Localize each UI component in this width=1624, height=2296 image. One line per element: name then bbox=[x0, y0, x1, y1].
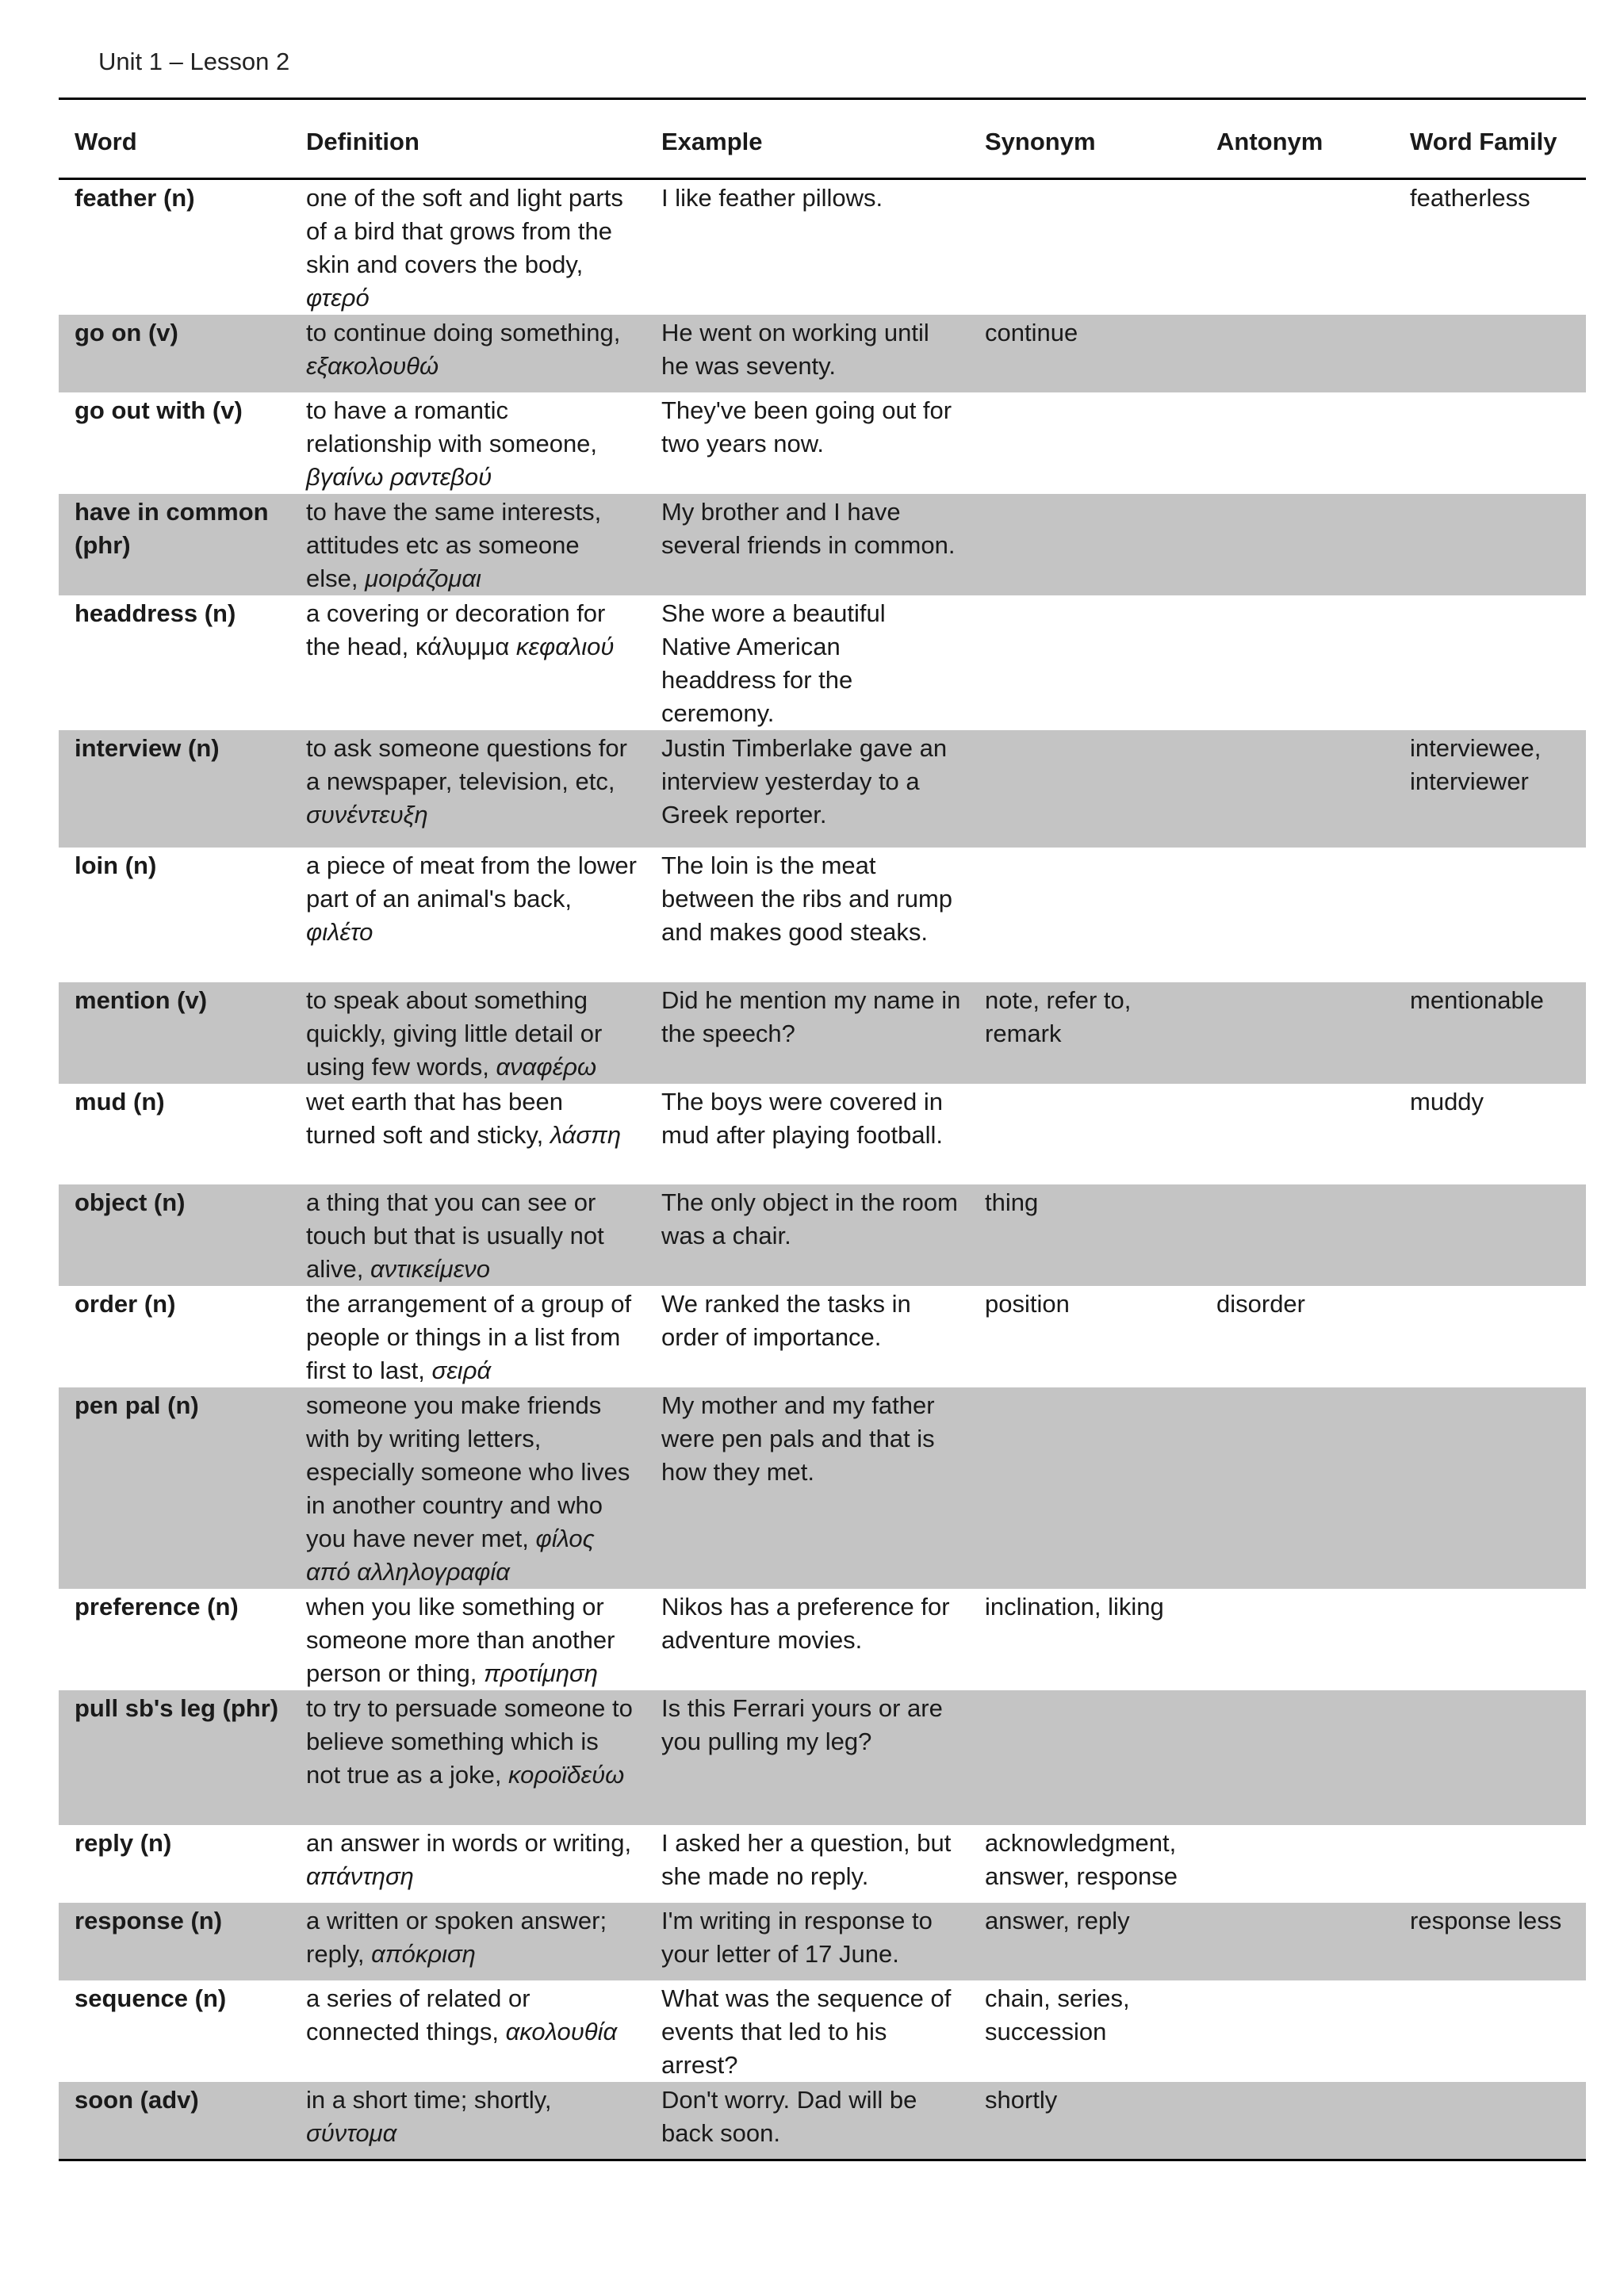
word-cell: response (n) bbox=[59, 1903, 290, 1980]
synonym-cell bbox=[969, 1084, 1201, 1184]
definition-text: a written or spoken answer; reply, bbox=[306, 1907, 607, 1968]
synonym-cell bbox=[969, 1690, 1201, 1825]
table-row bbox=[59, 848, 1586, 982]
word-cell: interview (n) bbox=[59, 730, 290, 848]
definition-text: to have the same interests, attitudes etc as someone else, bbox=[306, 498, 602, 592]
synonym-cell bbox=[969, 179, 1201, 316]
example-cell: Is this Ferrari yours or are you pulling my leg? bbox=[645, 1690, 969, 1825]
word-cell: pen pal (n) bbox=[59, 1387, 290, 1589]
definition-text: a covering or decoration for the head, κάλυμμα bbox=[306, 599, 606, 660]
antonym-cell bbox=[1201, 848, 1394, 982]
greek-translation: ακολουθία bbox=[505, 2018, 618, 2045]
word-family-cell bbox=[1394, 392, 1586, 494]
definition-text: to try to persuade someone to believe something which is not true as a joke, bbox=[306, 1694, 633, 1789]
example-cell: Nikos has a preference for adventure movies. bbox=[661, 1593, 950, 1654]
synonym-cell: continue bbox=[969, 315, 1201, 392]
synonym-cell: note, refer to, remark bbox=[969, 982, 1201, 1084]
column-header-word-family: Word Family bbox=[1394, 99, 1586, 179]
word-family-cell bbox=[1394, 1387, 1586, 1589]
antonym-cell bbox=[1201, 315, 1394, 392]
definition-text: a series of related or connected things, bbox=[306, 1984, 530, 2045]
antonym-cell bbox=[1201, 730, 1394, 848]
definition-text: to have a romantic relationship with someone, bbox=[306, 396, 598, 457]
word-family-cell bbox=[1394, 1184, 1586, 1286]
page-header: Unit 1 – Lesson 2 bbox=[98, 48, 290, 75]
word-family-cell: mentionable bbox=[1394, 982, 1586, 1084]
table-row bbox=[59, 982, 1586, 1084]
definition-cell bbox=[290, 315, 645, 392]
example-cell: The boys were covered in mud after playing football. bbox=[661, 1088, 943, 1149]
word-cell: mud (n) bbox=[75, 1088, 165, 1115]
word-family-cell bbox=[1394, 2082, 1586, 2160]
definition-cell bbox=[290, 1589, 645, 1690]
word-family-cell bbox=[1394, 1690, 1586, 1825]
definition-text: to ask someone questions for a newspaper, television, etc, bbox=[306, 734, 627, 795]
table-row bbox=[59, 1286, 1586, 1387]
definition-cell bbox=[290, 1286, 645, 1387]
antonym-cell bbox=[1201, 1084, 1394, 1184]
antonym-cell bbox=[1201, 1980, 1394, 2082]
greek-translation: συνέντευξη bbox=[306, 801, 428, 828]
definition-text: someone you make friends with by writing letters, especially someone who lives in another country and who you have never met, bbox=[306, 1391, 630, 1552]
greek-translation: αναφέρω bbox=[496, 1053, 597, 1081]
definition-text: when you like something or someone more than another person or thing, bbox=[306, 1593, 615, 1687]
table-row bbox=[59, 1690, 1586, 1825]
example-cell: I like feather pillows. bbox=[661, 184, 883, 212]
word-cell: order (n) bbox=[75, 1290, 176, 1318]
definition-cell bbox=[290, 1825, 645, 1903]
antonym-cell: disorder bbox=[1216, 1290, 1305, 1318]
antonym-cell bbox=[1201, 1589, 1394, 1690]
synonym-cell: answer, reply bbox=[969, 1903, 1201, 1980]
synonym-cell: inclination, liking bbox=[985, 1593, 1164, 1621]
definition-text: an answer in words or writing, bbox=[306, 1829, 632, 1857]
word-cell: go on (v) bbox=[59, 315, 290, 392]
column-header-word: Word bbox=[59, 99, 290, 179]
example-cell: I'm writing in response to your letter of 17 June. bbox=[645, 1903, 969, 1980]
table-row bbox=[59, 1589, 1586, 1690]
definition-cell bbox=[290, 1184, 645, 1286]
vocabulary-table bbox=[59, 98, 1586, 2161]
column-header-definition: Definition bbox=[290, 99, 645, 179]
definition-text: the arrangement of a group of people or things in a list from first to last, bbox=[306, 1290, 632, 1384]
synonym-cell: chain, series, succession bbox=[985, 1984, 1130, 2045]
example-cell: They've been going out for two years now. bbox=[661, 396, 952, 457]
word-cell: go out with (v) bbox=[75, 396, 243, 424]
antonym-cell bbox=[1201, 595, 1394, 730]
table-row bbox=[59, 1825, 1586, 1903]
word-cell: soon (adv) bbox=[59, 2082, 290, 2160]
word-cell: loin (n) bbox=[75, 851, 157, 879]
example-cell: He went on working until he was seventy. bbox=[645, 315, 969, 392]
example-cell: My brother and I have several friends in common. bbox=[645, 494, 969, 595]
definition-text: a thing that you can see or touch but that is usually not alive, bbox=[306, 1188, 604, 1283]
example-cell: She wore a beautiful Native American headdress for the ceremony. bbox=[661, 599, 886, 727]
table-header-row bbox=[59, 99, 1586, 179]
column-header-antonym: Antonym bbox=[1201, 99, 1394, 179]
table-row bbox=[59, 1903, 1586, 1980]
definition-cell bbox=[290, 2082, 645, 2160]
definition-text: one of the soft and light parts of a bird that grows from the skin and covers the body, bbox=[306, 184, 623, 278]
greek-translation: μοιράζομαι bbox=[365, 564, 481, 592]
table-row bbox=[59, 494, 1586, 595]
column-header-example: Example bbox=[645, 99, 969, 179]
synonym-cell bbox=[969, 1387, 1201, 1589]
antonym-cell bbox=[1201, 2082, 1394, 2160]
word-family-cell bbox=[1394, 315, 1586, 392]
column-header-synonym: Synonym bbox=[969, 99, 1201, 179]
greek-translation: φιλέτο bbox=[306, 918, 373, 946]
table-row bbox=[59, 179, 1586, 316]
definition-cell bbox=[290, 982, 645, 1084]
antonym-cell bbox=[1201, 982, 1394, 1084]
greek-translation: κεφαλιού bbox=[515, 633, 615, 660]
definition-cell bbox=[290, 392, 645, 494]
word-cell: preference (n) bbox=[75, 1593, 239, 1621]
word-family-cell: featherless bbox=[1410, 184, 1530, 212]
example-cell: What was the sequence of events that led to his arrest? bbox=[661, 1984, 952, 2079]
greek-translation: σειρά bbox=[431, 1357, 492, 1384]
word-family-cell bbox=[1394, 494, 1586, 595]
word-cell: reply (n) bbox=[75, 1829, 172, 1857]
word-cell: pull sb's leg (phr) bbox=[59, 1690, 290, 1825]
definition-cell bbox=[290, 1084, 645, 1184]
example-cell: The only object in the room was a chair. bbox=[645, 1184, 969, 1286]
word-cell: have in common (phr) bbox=[59, 494, 290, 595]
antonym-cell bbox=[1201, 494, 1394, 595]
table-row bbox=[59, 1980, 1586, 2082]
greek-translation: απόκριση bbox=[371, 1940, 476, 1968]
greek-translation: προτίμηση bbox=[484, 1659, 598, 1687]
word-family-cell bbox=[1394, 1825, 1586, 1903]
table-row bbox=[59, 315, 1586, 392]
word-cell: sequence (n) bbox=[75, 1984, 227, 2012]
example-cell: Don't worry. Dad will be back soon. bbox=[645, 2082, 969, 2160]
definition-text: in a short time; shortly, bbox=[306, 2086, 552, 2114]
table-row bbox=[59, 2082, 1586, 2160]
definition-text: to continue doing something, bbox=[306, 319, 621, 346]
example-cell: The loin is the meat between the ribs and rump and makes good steaks. bbox=[661, 851, 953, 946]
greek-translation: εξακολουθώ bbox=[306, 352, 439, 380]
antonym-cell bbox=[1201, 1184, 1394, 1286]
definition-cell bbox=[290, 1980, 645, 2082]
definition-text: to speak about something quickly, giving little detail or using few words, bbox=[306, 986, 603, 1081]
definition-cell bbox=[290, 179, 645, 316]
definition-cell bbox=[290, 730, 645, 848]
antonym-cell bbox=[1201, 1825, 1394, 1903]
definition-cell bbox=[290, 1903, 645, 1980]
definition-text: wet earth that has been turned soft and sticky, bbox=[306, 1088, 564, 1149]
example-cell: Justin Timberlake gave an interview yesterday to a Greek reporter. bbox=[645, 730, 969, 848]
synonym-cell bbox=[969, 392, 1201, 494]
table-row bbox=[59, 730, 1586, 848]
example-cell: My mother and my father were pen pals and that is how they met. bbox=[645, 1387, 969, 1589]
synonym-cell bbox=[969, 595, 1201, 730]
antonym-cell bbox=[1201, 1903, 1394, 1980]
table-row bbox=[59, 1184, 1586, 1286]
antonym-cell bbox=[1201, 1690, 1394, 1825]
word-family-cell bbox=[1394, 848, 1586, 982]
word-cell: feather (n) bbox=[75, 184, 195, 212]
greek-translation: λάσπη bbox=[550, 1121, 622, 1149]
word-family-cell bbox=[1394, 1589, 1586, 1690]
greek-translation: αντικείμενο bbox=[370, 1255, 491, 1283]
table-row bbox=[59, 1084, 1586, 1184]
definition-cell bbox=[290, 595, 645, 730]
word-cell: headdress (n) bbox=[75, 599, 236, 627]
definition-cell bbox=[290, 1387, 645, 1589]
antonym-cell bbox=[1201, 1387, 1394, 1589]
word-family-cell bbox=[1394, 595, 1586, 730]
word-cell: object (n) bbox=[59, 1184, 290, 1286]
greek-translation: απάντηση bbox=[306, 1862, 414, 1890]
table-body bbox=[59, 179, 1586, 2160]
definition-cell bbox=[290, 848, 645, 982]
synonym-cell: shortly bbox=[969, 2082, 1201, 2160]
antonym-cell bbox=[1201, 179, 1394, 316]
table-row bbox=[59, 392, 1586, 494]
greek-translation: κοροϊδεύω bbox=[508, 1761, 625, 1789]
definition-cell bbox=[290, 1690, 645, 1825]
definition-text: a piece of meat from the lower part of an animal's back, bbox=[306, 851, 637, 913]
synonym-cell bbox=[969, 494, 1201, 595]
synonym-cell bbox=[969, 848, 1201, 982]
greek-translation: φτερό bbox=[306, 284, 370, 312]
greek-translation: φίλος από αλληλογραφία bbox=[306, 1525, 595, 1586]
table-row bbox=[59, 1387, 1586, 1589]
synonym-cell: position bbox=[985, 1290, 1070, 1318]
example-cell: I asked her a question, but she made no reply. bbox=[661, 1829, 952, 1890]
table-row bbox=[59, 595, 1586, 730]
word-family-cell: response less bbox=[1394, 1903, 1586, 1980]
definition-cell bbox=[290, 494, 645, 595]
example-cell: Did he mention my name in the speech? bbox=[645, 982, 969, 1084]
greek-translation: βγαίνω ραντεβού bbox=[306, 463, 492, 491]
word-family-cell: muddy bbox=[1410, 1088, 1484, 1115]
antonym-cell bbox=[1201, 392, 1394, 494]
example-cell: We ranked the tasks in order of importance. bbox=[661, 1290, 911, 1351]
greek-translation: σύντομα bbox=[306, 2119, 397, 2147]
synonym-cell: acknowledgment, answer, response bbox=[985, 1829, 1178, 1890]
word-family-cell bbox=[1394, 1286, 1586, 1387]
synonym-cell bbox=[969, 730, 1201, 848]
synonym-cell: thing bbox=[969, 1184, 1201, 1286]
word-family-cell: interviewee, interviewer bbox=[1394, 730, 1586, 848]
word-cell: mention (v) bbox=[59, 982, 290, 1084]
word-family-cell bbox=[1394, 1980, 1586, 2082]
